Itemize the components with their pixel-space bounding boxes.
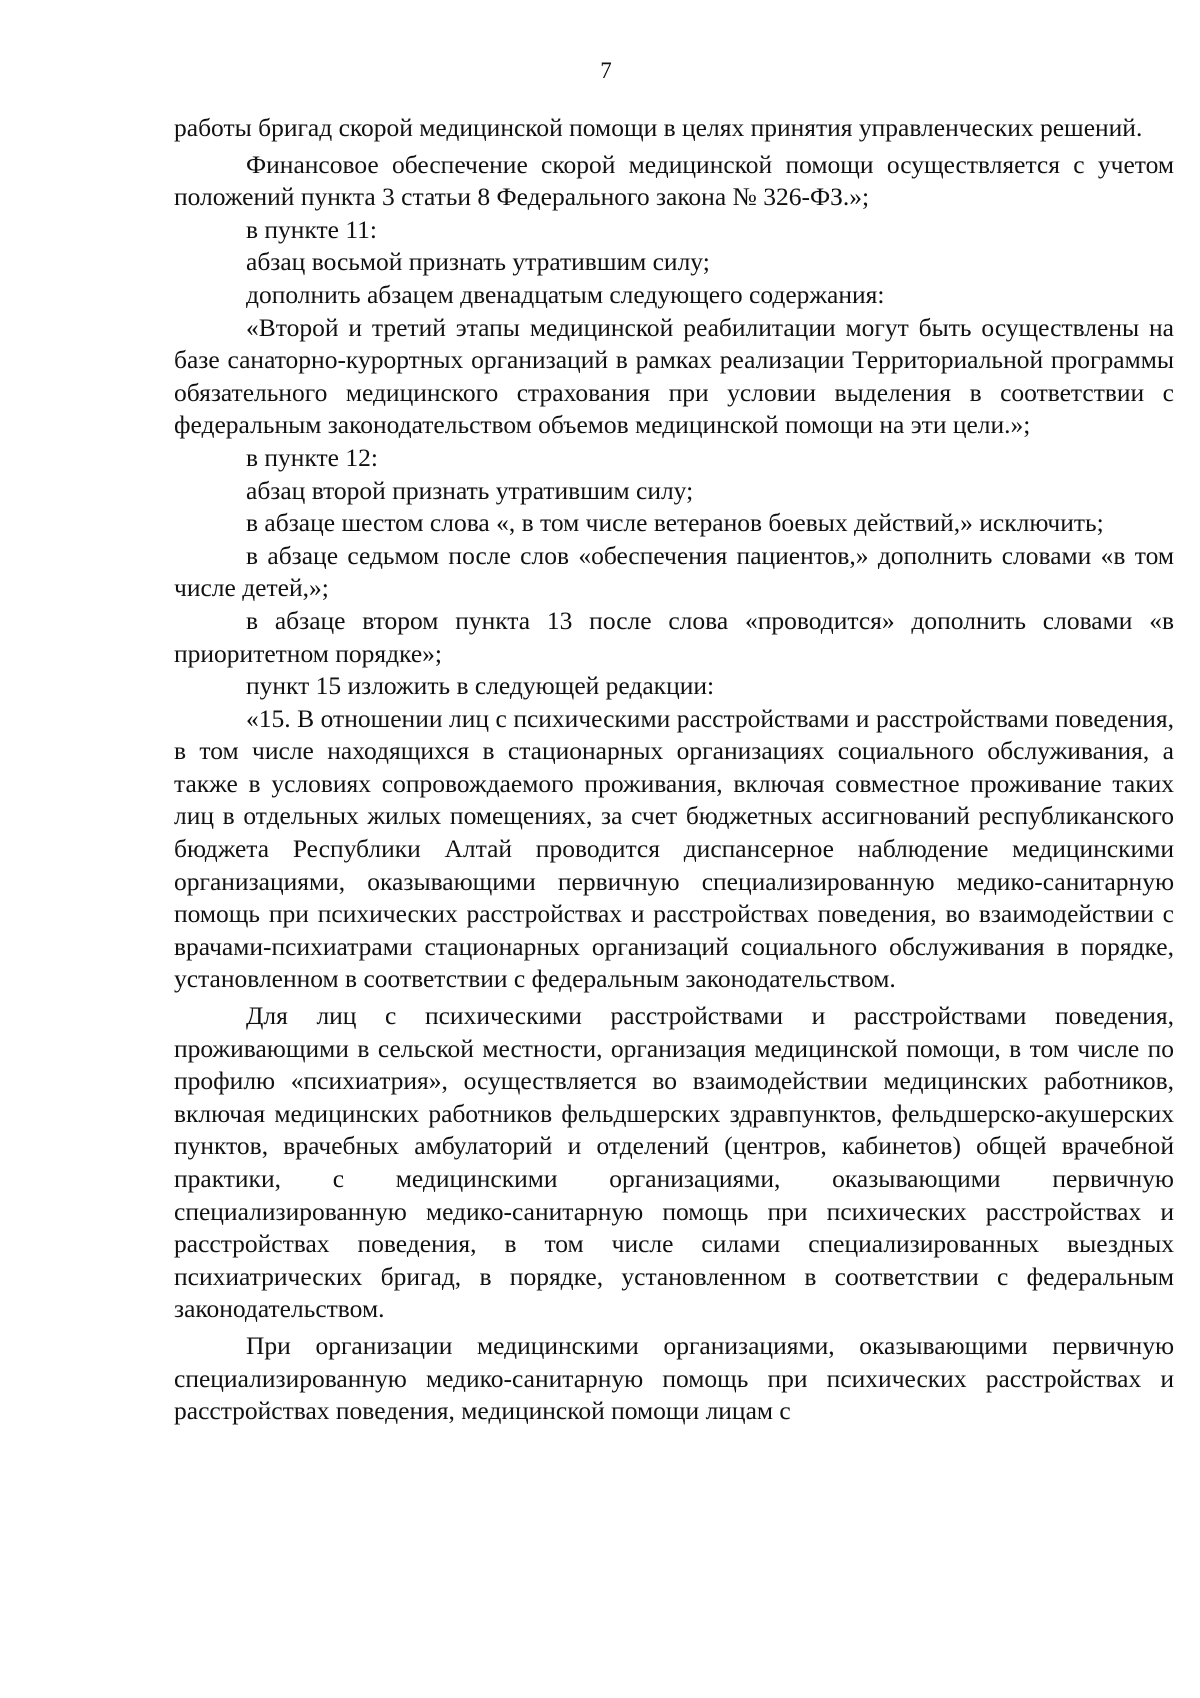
paragraph-item-11-repeal: абзац восьмой признать утратившим силу; [246, 247, 710, 277]
paragraph-organization: При организации медицинскими организациями, оказывающими первичную специализированную медико-санитарную помощь при психических расстройствах и расстройствах поведения, медицинской помощи лицам с [174, 1330, 1174, 1426]
paragraph-rural-care: Для лиц с психическими расстройствами и расстройствами поведения, проживающими в сельской местности, организация медицинской помощи, в том числе по профилю «психиатрия», осуществляется во взаимодействии медицинских работников, включая медицинских работников фельдшерских здравпунктов, фельдшерско-акушерских пунктов, врачебных амбулаторий и отделений (центров, кабинетов) общей врачебной практики, с медицинскими организациями, оказывающими первичную специализированную медико-санитарную помощь при психических расстройствах и расстройствах поведения, в том числе силами специализированных выездных психиатрических бригад, в порядке, установленном в соответствии с федеральным законодательством. [174, 1001, 1174, 1324]
paragraph-rehabilitation: «Второй и третий этапы медицинской реабилитации могут быть осуществлены на базе санаторно-курортных организаций в рамках реализации Территориальной программы обязательного медицинского страхования при условии выделения в соответствии с федеральным законодательством объемов медицинской помощи на эти цели.»; [174, 312, 1174, 440]
paragraph-item-12-seventh: в абзаце седьмом после слов «обеспечения пациентов,» дополнить словами «в том числе детей,»; [174, 540, 1174, 603]
paragraph-continuation: работы бригад скорой медицинской помощи в целях принятия управленческих решений. [174, 113, 1143, 142]
paragraph-item-11: в пункте 11: [246, 214, 377, 244]
page-number: 7 [600, 58, 612, 83]
paragraph-item-13: в абзаце втором пункта 13 после слова «проводится» дополнить словами «в приоритетном порядке»; [174, 605, 1174, 668]
document-body [174, 112, 1174, 1428]
paragraph-item-11-supplement: дополнить абзацем двенадцатым следующего содержания: [246, 279, 885, 309]
paragraph-item-12-repeal: абзац второй признать утратившим силу; [246, 475, 694, 505]
paragraph-financing: Финансовое обеспечение скорой медицинской помощи осуществляется с учетом положений пункта 3 статьи 8 Федерального закона № 326-ФЗ.»; [174, 149, 1174, 212]
paragraph-item-12: в пункте 12: [246, 442, 378, 472]
paragraph-item-12-sixth: в абзаце шестом слова «, в том числе ветеранов боевых действий,» исключить; [246, 508, 1104, 538]
paragraph-item-15-intro: пункт 15 изложить в следующей редакции: [246, 671, 715, 701]
paragraph-item-15-text: «15. В отношении лиц с психическими расстройствами и расстройствами поведения, в том числе находящихся в стационарных организациях социального обслуживания, а также в условиях сопровождаемого проживания, включая совместное проживание таких лиц в отдельных жилых помещениях, за счет бюджетных ассигнований республиканского бюджета Республики Алтай проводится диспансерное наблюдение медицинскими организациями, оказывающими первичную специализированную медико-санитарную помощь при психических расстройствах и расстройствах поведения, во взаимодействии с врачами-психиатрами стационарных организаций социального обслуживания в порядке, установленном в соответствии с федеральным законодательством. [174, 703, 1174, 994]
